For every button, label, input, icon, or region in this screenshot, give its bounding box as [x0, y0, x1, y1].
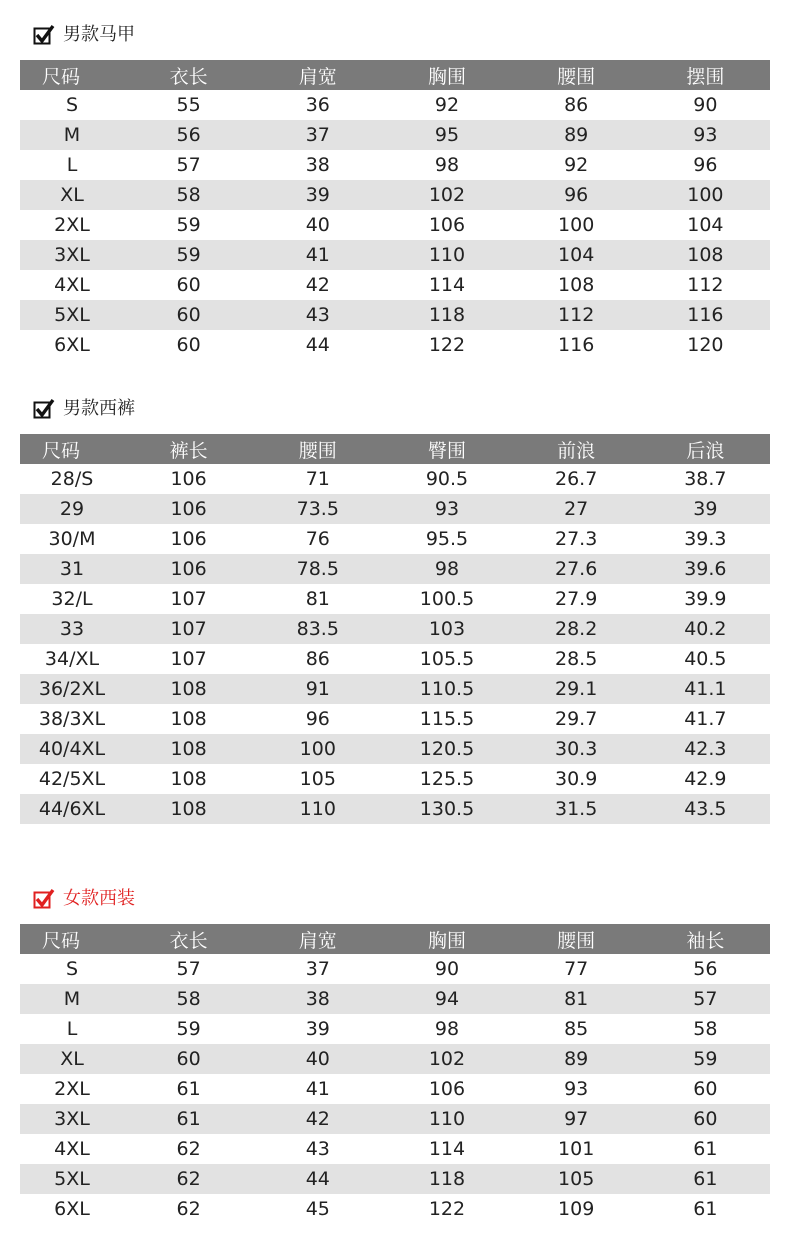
measurement-cell: 41.7 — [684, 708, 727, 730]
measurement-cell: 62 — [176, 1138, 201, 1160]
table-row — [20, 240, 770, 270]
measurement-cell: 93 — [641, 120, 770, 150]
measurement-cell: 40 — [305, 214, 330, 236]
size-cell: 38/3XL — [38, 708, 106, 730]
measurement-cell: 108 — [170, 768, 207, 790]
table-header-row — [20, 924, 770, 954]
measurement-cell: 116 — [558, 334, 595, 356]
section-title-vest — [33, 22, 135, 48]
measurement-cell: 91 — [253, 674, 382, 704]
measurement-cell: 39 — [253, 180, 382, 210]
measurement-cell: 39 — [305, 1018, 330, 1040]
measurement-cell: 37 — [253, 120, 382, 150]
measurement-cell: 77 — [564, 958, 589, 980]
size-cell: XL — [20, 1044, 124, 1074]
measurement-cell: 57 — [176, 154, 201, 176]
measurement-cell: 114 — [428, 274, 466, 296]
table-row — [20, 644, 770, 674]
measurement-cell: 61 — [641, 1164, 770, 1194]
measurement-cell: 110 — [382, 240, 511, 270]
column-header: 腰围 — [512, 60, 641, 90]
measurement-cell: 98 — [434, 154, 460, 176]
size-table-vest — [20, 60, 770, 360]
size-table-trousers — [20, 434, 770, 824]
measurement-cell: 116 — [641, 300, 770, 330]
measurement-cell: 81 — [512, 984, 641, 1014]
measurement-cell: 110 — [253, 794, 382, 824]
measurement-cell: 92 — [564, 154, 589, 176]
measurement-cell: 29.1 — [512, 674, 641, 704]
measurement-cell: 55 — [176, 94, 201, 116]
measurement-cell: 106 — [170, 468, 207, 490]
measurement-cell: 45 — [305, 1198, 330, 1220]
table-row — [20, 524, 770, 554]
size-cell: 40/4XL — [20, 734, 124, 764]
size-cell: 29 — [20, 494, 124, 524]
section-title-text: 男款马甲 — [63, 24, 135, 45]
measurement-cell: 98 — [434, 1018, 460, 1040]
measurement-cell: 31.5 — [512, 794, 641, 824]
measurement-cell: 39.6 — [641, 554, 770, 584]
column-header: 裤长 — [124, 434, 253, 464]
measurement-cell: 104 — [687, 214, 724, 236]
measurement-cell: 118 — [382, 1164, 511, 1194]
measurement-cell: 29.7 — [555, 708, 598, 730]
measurement-cell: 43 — [305, 1138, 330, 1160]
table-row — [20, 330, 770, 360]
table-row — [20, 614, 770, 644]
column-header: 腰围 — [512, 924, 641, 954]
measurement-cell: 96 — [512, 180, 641, 210]
size-cell: 3XL — [20, 240, 124, 270]
measurement-cell: 42.9 — [684, 768, 727, 790]
measurement-cell: 27 — [512, 494, 641, 524]
measurement-cell: 107 — [170, 648, 207, 670]
measurement-cell: 100 — [558, 214, 595, 236]
size-cell: 5XL — [20, 300, 124, 330]
table-row — [20, 734, 770, 764]
measurement-cell: 92 — [434, 94, 460, 116]
measurement-cell: 73.5 — [253, 494, 382, 524]
measurement-cell: 90 — [693, 94, 718, 116]
measurement-cell: 101 — [558, 1138, 595, 1160]
measurement-cell: 83.5 — [253, 614, 382, 644]
table-row — [20, 464, 770, 494]
measurement-cell: 44 — [253, 1164, 382, 1194]
measurement-cell: 27.6 — [512, 554, 641, 584]
measurement-cell: 41.1 — [641, 674, 770, 704]
measurement-cell: 44 — [305, 334, 330, 356]
measurement-cell: 71 — [305, 468, 330, 490]
column-header: 腰围 — [253, 434, 382, 464]
measurement-cell: 59 — [124, 240, 253, 270]
size-cell: 34/XL — [44, 648, 100, 670]
measurement-cell: 120 — [687, 334, 724, 356]
measurement-cell: 106 — [124, 494, 253, 524]
measurement-cell: 108 — [124, 794, 253, 824]
table-row — [20, 704, 770, 734]
measurement-cell: 97 — [512, 1104, 641, 1134]
table — [20, 434, 770, 824]
table-row — [20, 1044, 770, 1074]
measurement-cell: 108 — [124, 674, 253, 704]
size-cell: 5XL — [20, 1164, 124, 1194]
measurement-cell: 110 — [382, 1104, 511, 1134]
measurement-cell: 28.2 — [512, 614, 641, 644]
measurement-cell: 30.3 — [512, 734, 641, 764]
measurement-cell: 105 — [299, 768, 336, 790]
measurement-cell: 110.5 — [382, 674, 511, 704]
column-header: 前浪 — [512, 434, 641, 464]
table — [20, 924, 770, 1224]
measurement-cell: 38.7 — [684, 468, 727, 490]
measurement-cell: 39.9 — [684, 588, 727, 610]
size-cell: M — [20, 984, 124, 1014]
measurement-cell: 102 — [382, 180, 511, 210]
measurement-cell: 100 — [253, 734, 382, 764]
measurement-cell: 90.5 — [425, 468, 469, 490]
measurement-cell: 59 — [641, 1044, 770, 1074]
checkbox-checked-icon — [33, 398, 55, 420]
measurement-cell: 37 — [305, 958, 330, 980]
measurement-cell: 108 — [558, 274, 595, 296]
table-row — [20, 90, 770, 120]
measurement-cell: 95 — [382, 120, 511, 150]
measurement-cell: 42 — [253, 1104, 382, 1134]
measurement-cell: 100.5 — [419, 588, 475, 610]
table-row — [20, 1104, 770, 1134]
measurement-cell: 57 — [641, 984, 770, 1014]
size-cell: L — [66, 154, 78, 176]
size-cell: 2XL — [54, 214, 90, 236]
column-header: 肩宽 — [253, 60, 382, 90]
size-cell: 30/M — [48, 528, 96, 550]
measurement-cell: 89 — [512, 1044, 641, 1074]
table-row — [20, 954, 770, 984]
size-cell: 4XL — [54, 1138, 90, 1160]
table-row — [20, 494, 770, 524]
measurement-cell: 86 — [305, 648, 330, 670]
table-row — [20, 120, 770, 150]
measurement-cell: 107 — [124, 614, 253, 644]
column-header: 摆围 — [641, 60, 770, 90]
measurement-cell: 125.5 — [419, 768, 475, 790]
size-cell: 31 — [20, 554, 124, 584]
size-table-women-suit — [20, 924, 770, 1224]
measurement-cell: 43.5 — [641, 794, 770, 824]
measurement-cell: 114 — [428, 1138, 466, 1160]
table-row — [20, 150, 770, 180]
measurement-cell: 93 — [382, 494, 511, 524]
measurement-cell: 59 — [176, 1018, 201, 1040]
measurement-cell: 39.3 — [684, 528, 727, 550]
measurement-cell: 60 — [124, 1044, 253, 1074]
column-header: 尺码 — [20, 60, 124, 90]
measurement-cell: 30.9 — [555, 768, 598, 790]
measurement-cell: 93 — [564, 1078, 589, 1100]
size-cell: 36/2XL — [20, 674, 124, 704]
measurement-cell: 56 — [693, 958, 718, 980]
column-header: 尺码 — [20, 434, 124, 464]
measurement-cell: 60 — [124, 300, 253, 330]
measurement-cell: 62 — [124, 1164, 253, 1194]
measurement-cell: 90 — [434, 958, 460, 980]
column-header: 衣长 — [124, 60, 253, 90]
size-cell: 44/6XL — [20, 794, 124, 824]
measurement-cell: 39 — [641, 494, 770, 524]
measurement-cell: 43 — [253, 300, 382, 330]
measurement-cell: 108 — [170, 708, 207, 730]
measurement-cell: 106 — [124, 554, 253, 584]
table-row — [20, 210, 770, 240]
column-header: 衣长 — [124, 924, 253, 954]
measurement-cell: 103 — [382, 614, 511, 644]
table-header-row — [20, 434, 770, 464]
section-title-trousers — [33, 396, 135, 422]
column-header: 肩宽 — [253, 924, 382, 954]
measurement-cell: 98 — [382, 554, 511, 584]
measurement-cell: 59 — [176, 214, 201, 236]
measurement-cell: 38 — [305, 154, 330, 176]
measurement-cell: 61 — [693, 1138, 718, 1160]
measurement-cell: 58 — [124, 180, 253, 210]
table-row — [20, 1014, 770, 1044]
measurement-cell: 36 — [305, 94, 330, 116]
measurement-cell: 60 — [176, 274, 201, 296]
size-cell: S — [65, 958, 79, 980]
measurement-cell: 120.5 — [382, 734, 511, 764]
size-cell: 6XL — [54, 334, 90, 356]
column-header: 尺码 — [20, 924, 124, 954]
measurement-cell: 109 — [558, 1198, 595, 1220]
column-header: 后浪 — [641, 434, 770, 464]
measurement-cell: 86 — [564, 94, 589, 116]
size-cell: 4XL — [54, 274, 90, 296]
measurement-cell: 122 — [428, 334, 466, 356]
measurement-cell: 105.5 — [419, 648, 475, 670]
size-cell: L — [66, 1018, 78, 1040]
measurement-cell: 60 — [176, 334, 201, 356]
measurement-cell: 40.2 — [641, 614, 770, 644]
table-header-row — [20, 60, 770, 90]
measurement-cell: 60 — [693, 1078, 718, 1100]
table-row — [20, 984, 770, 1014]
measurement-cell: 38 — [253, 984, 382, 1014]
checkbox-checked-icon — [33, 24, 55, 46]
size-cell: M — [20, 120, 124, 150]
column-header: 臀围 — [382, 434, 511, 464]
measurement-cell: 41 — [305, 1078, 330, 1100]
section-title-women-suit — [33, 886, 135, 912]
measurement-cell: 76 — [305, 528, 330, 550]
measurement-cell: 96 — [305, 708, 330, 730]
measurement-cell: 61 — [693, 1198, 718, 1220]
measurement-cell: 26.7 — [555, 468, 598, 490]
measurement-cell: 41 — [253, 240, 382, 270]
measurement-cell: 61 — [176, 1078, 201, 1100]
size-cell: 33 — [20, 614, 124, 644]
measurement-cell: 40.5 — [684, 648, 727, 670]
measurement-cell: 85 — [564, 1018, 589, 1040]
measurement-cell: 105 — [512, 1164, 641, 1194]
table-row — [20, 1164, 770, 1194]
measurement-cell: 122 — [428, 1198, 466, 1220]
measurement-cell: 94 — [382, 984, 511, 1014]
measurement-cell: 112 — [512, 300, 641, 330]
measurement-cell: 104 — [512, 240, 641, 270]
measurement-cell: 81 — [305, 588, 330, 610]
measurement-cell: 96 — [693, 154, 718, 176]
measurement-cell: 56 — [124, 120, 253, 150]
table-row — [20, 180, 770, 210]
table-row — [20, 584, 770, 614]
section-title-text: 男款西裤 — [63, 398, 135, 419]
measurement-cell: 58 — [693, 1018, 718, 1040]
measurement-cell: 102 — [382, 1044, 511, 1074]
table-row — [20, 1194, 770, 1224]
measurement-cell: 106 — [170, 528, 207, 550]
measurement-cell: 107 — [170, 588, 207, 610]
section-title-text: 女款西装 — [63, 888, 135, 909]
measurement-cell: 42 — [305, 274, 330, 296]
measurement-cell: 112 — [687, 274, 724, 296]
measurement-cell: 118 — [382, 300, 511, 330]
table-row — [20, 554, 770, 584]
measurement-cell: 58 — [124, 984, 253, 1014]
measurement-cell: 106 — [428, 1078, 466, 1100]
measurement-cell: 130.5 — [382, 794, 511, 824]
measurement-cell: 115.5 — [419, 708, 475, 730]
measurement-cell: 60 — [641, 1104, 770, 1134]
measurement-cell: 89 — [512, 120, 641, 150]
column-header: 胸围 — [382, 924, 511, 954]
measurement-cell: 108 — [124, 734, 253, 764]
size-cell: 28/S — [50, 468, 94, 490]
measurement-cell: 106 — [428, 214, 466, 236]
measurement-cell: 42.3 — [641, 734, 770, 764]
measurement-cell: 28.5 — [555, 648, 598, 670]
table-row — [20, 674, 770, 704]
measurement-cell: 78.5 — [253, 554, 382, 584]
table — [20, 60, 770, 360]
table-row — [20, 794, 770, 824]
measurement-cell: 108 — [641, 240, 770, 270]
measurement-cell: 95.5 — [425, 528, 469, 550]
size-cell: 3XL — [20, 1104, 124, 1134]
size-cell: 32/L — [51, 588, 93, 610]
table-row — [20, 1074, 770, 1104]
measurement-cell: 100 — [641, 180, 770, 210]
measurement-cell: 40 — [253, 1044, 382, 1074]
table-row — [20, 300, 770, 330]
measurement-cell: 27.9 — [555, 588, 598, 610]
table-row — [20, 1134, 770, 1164]
size-cell: XL — [20, 180, 124, 210]
measurement-cell: 27.3 — [555, 528, 598, 550]
size-cell: 6XL — [54, 1198, 90, 1220]
table-row — [20, 270, 770, 300]
size-cell: 2XL — [54, 1078, 90, 1100]
table-row — [20, 764, 770, 794]
size-cell: S — [65, 94, 79, 116]
size-cell: 42/5XL — [38, 768, 106, 790]
measurement-cell: 57 — [176, 958, 201, 980]
checkbox-checked-icon — [33, 888, 55, 910]
measurement-cell: 62 — [176, 1198, 201, 1220]
column-header: 袖长 — [641, 924, 770, 954]
measurement-cell: 61 — [124, 1104, 253, 1134]
column-header: 胸围 — [382, 60, 511, 90]
